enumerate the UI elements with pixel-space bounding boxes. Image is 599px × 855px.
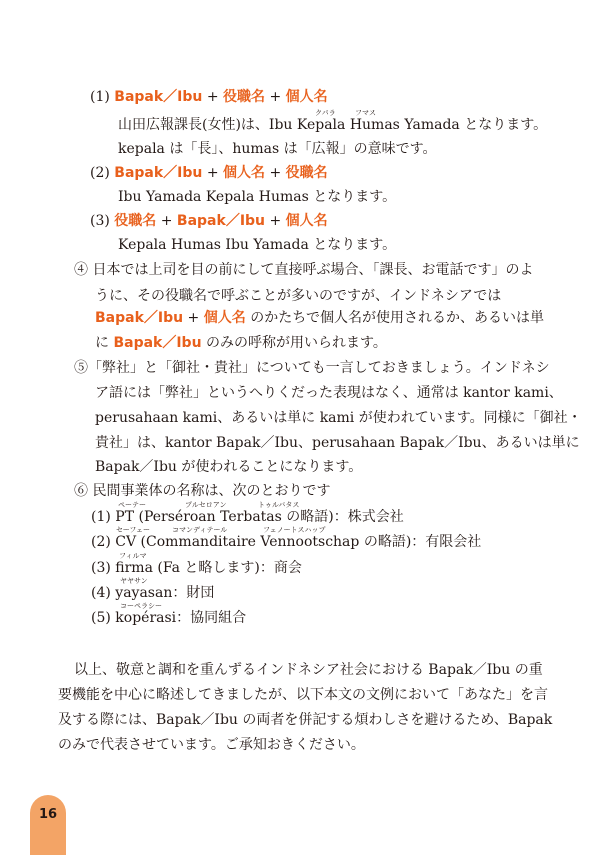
text-run: +: [265, 165, 286, 181]
text-run: ア語には「弊社」というへりくだった表現はなく、通常は kantor kami、: [95, 385, 563, 401]
text-line-17: [74, 482, 330, 500]
text-run: +: [202, 165, 224, 181]
text-run: 及する際には、Bapak／Ibu の両者を併記する煩わしさを避けるため、Bapak: [58, 712, 553, 728]
text-run: Bapak／Ibu が使われることになります。: [95, 459, 363, 475]
text-line-19: [91, 533, 481, 551]
text-line-6: [90, 212, 328, 230]
text-run: ④ 日本では上司を目の前にして直接呼ぶ場合、「課長、お電話です」のよ: [74, 262, 534, 278]
furigana-reading: セーフェー: [116, 526, 151, 534]
text-run: (3): [90, 213, 115, 229]
text-line-11: [95, 334, 387, 352]
text-line-3: [118, 140, 437, 158]
text-run: ⑥ 民間事業体の名称は、次のとおりです: [74, 483, 331, 499]
text-run: 以上、敬意と調和を重んずるインドネシア社会における Bapak／Ibu の重: [74, 662, 543, 678]
furigana-reading: フィルマ: [119, 552, 147, 560]
text-run: (1) PT (Perséroan Terbatas の略語)：株式会社: [91, 509, 404, 525]
highlight-term: 個人名: [203, 310, 246, 326]
text-run: +: [202, 89, 224, 105]
furigana-reading: クパラ: [315, 109, 336, 117]
text-line-13: [95, 384, 563, 402]
furigana-reading: フェノートスハップ: [263, 526, 326, 534]
furigana-reading: コーペラシー: [120, 602, 162, 610]
text-line-22: [91, 609, 246, 627]
page-number-tab: [30, 795, 66, 855]
text-line-23: [74, 661, 543, 679]
text-run: (3) firma (Fa と略します)：商会: [91, 560, 302, 576]
text-run: (5) kopérasi：協同組合: [91, 610, 247, 626]
text-line-26: [58, 736, 365, 754]
page-number: 16: [38, 807, 58, 822]
text-run: +: [156, 213, 177, 229]
highlight-term: 役職名: [114, 213, 157, 229]
text-line-7: [118, 236, 396, 254]
text-run: perusahaan kami、あるいは単に kami が使われています。同様に「御社・: [95, 410, 582, 426]
text-run: 要機能を中心に略述してきましたが、以下本文の文例において「あなた」を言: [58, 687, 548, 703]
text-line-14: [95, 409, 582, 427]
text-run: +: [265, 89, 286, 105]
furigana-reading: ヤヤサン: [120, 577, 148, 585]
text-line-1: [90, 88, 328, 106]
text-line-10: [95, 309, 544, 327]
text-line-12: [74, 359, 550, 377]
highlight-term: Bapak／Ibu: [114, 165, 203, 181]
text-run: のみの呼称が用いられます。: [201, 335, 387, 351]
furigana-reading: ペーテー: [118, 501, 146, 509]
text-line-4: [90, 164, 328, 182]
text-run: kepala は「長」、humas は「広報」の意味です。: [118, 141, 437, 157]
text-line-21: [91, 584, 214, 602]
text-line-5: [118, 188, 396, 206]
highlight-term: Bapak／Ibu: [114, 89, 203, 105]
text-run: (1): [90, 89, 115, 105]
text-run: (4) yayasan：財団: [91, 585, 215, 601]
text-run: (2) CV (Commanditaire Vennootschap の略語)：有限会社: [91, 534, 482, 550]
text-run: に: [95, 335, 114, 351]
text-run: 貴社」は、kantor Bapak／Ibu、perusahaan Bapak／Ibu、あるいは単に: [95, 435, 580, 451]
highlight-term: 個人名: [285, 89, 328, 105]
furigana-reading: コマンディテール: [172, 526, 228, 534]
text-run: 山田広報課長(女性)は、Ibu Kepala Humas Yamada となります。: [118, 117, 548, 133]
text-run: Kepala Humas Ibu Yamada となります。: [118, 237, 397, 253]
text-run: +: [265, 213, 286, 229]
furigana-reading: プルセロアン: [185, 501, 227, 509]
highlight-term: Bapak／Ibu: [176, 213, 266, 229]
text-run: Ibu Yamada Kepala Humas となります。: [118, 189, 397, 205]
text-line-25: [58, 711, 552, 729]
highlight-term: 役職名: [223, 89, 266, 105]
highlight-term: 役職名: [285, 165, 328, 181]
highlight-term: 個人名: [223, 165, 266, 181]
text-line-20: [91, 559, 302, 577]
text-run: うに、その役職名で呼ぶことが多いのですが、インドネシアでは: [95, 288, 502, 304]
text-line-9: [95, 287, 501, 305]
text-line-2: [118, 116, 547, 134]
text-line-8: [74, 261, 533, 279]
furigana-reading: フマス: [355, 109, 376, 117]
furigana-reading: トゥルバタス: [258, 501, 300, 509]
highlight-term: Bapak／Ibu: [95, 310, 184, 326]
text-run: のみで代表させています。ご承知おきください。: [58, 737, 365, 753]
text-line-15: [95, 434, 580, 452]
text-line-24: [58, 686, 548, 704]
highlight-term: Bapak／Ibu: [113, 335, 202, 351]
text-run: +: [183, 310, 204, 326]
text-run: ⑤「弊社」と「御社・貴社」についても一言しておきましょう。インドネシ: [74, 360, 550, 376]
text-run: のかたちで個人名が使用されるか、あるいは単: [245, 310, 545, 326]
text-line-18: [91, 508, 404, 526]
text-run: (2): [90, 165, 115, 181]
highlight-term: 個人名: [285, 213, 328, 229]
text-line-16: [95, 458, 362, 476]
